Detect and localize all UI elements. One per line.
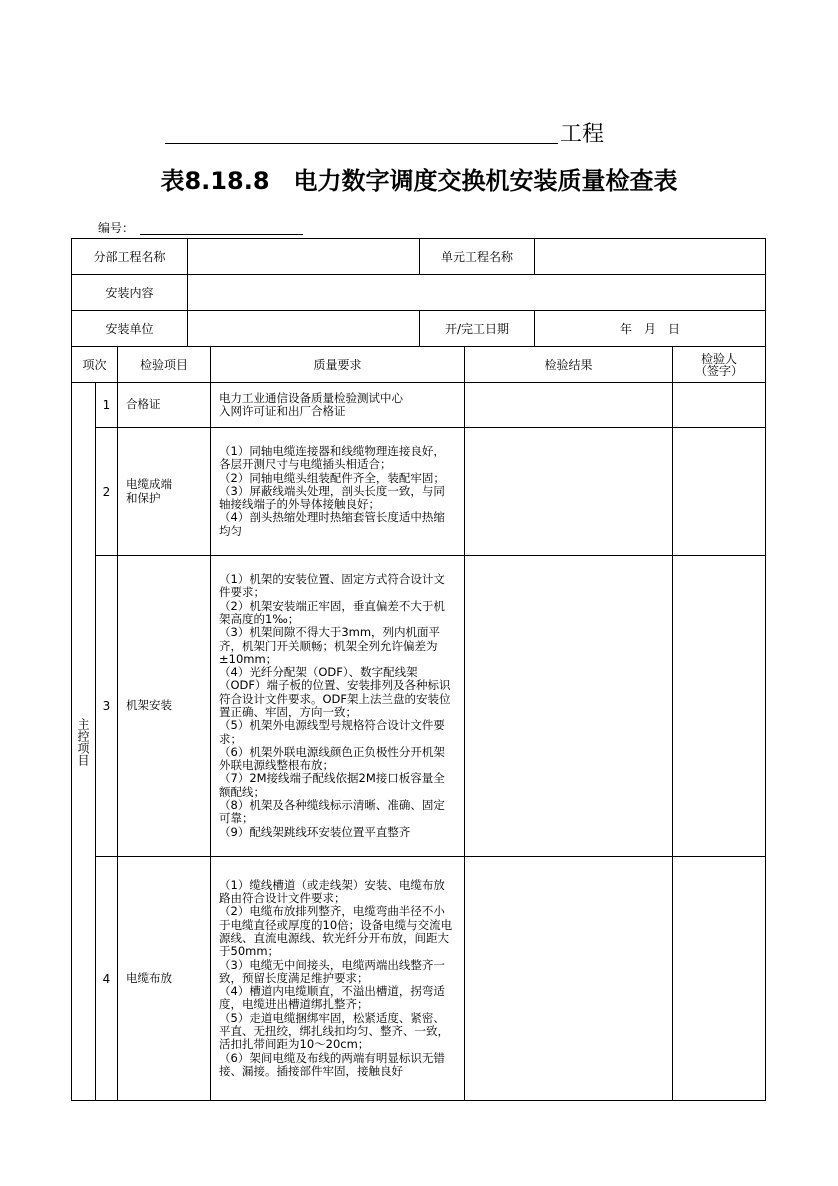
unit-project-field[interactable] <box>534 238 766 275</box>
row-no: 1 <box>95 382 118 428</box>
serial-label: 编号： <box>98 221 135 235</box>
row-requirement: （1）同轴电缆连接器和线缆物理连接良好，各层开测尺寸与电缆插头相适合； （2）同轴电缆头组装配件齐全，装配牢固； （3）屏蔽线端头处理，剖头长度一致，与同轴接线端子的外导体接触良好； （4）剖头热缩处理时热缩套管长度适中热缩均匀 <box>210 427 465 556</box>
row-result-field[interactable] <box>464 382 673 428</box>
col-item-no: 项次 <box>71 346 118 383</box>
row-result-field[interactable] <box>464 555 673 857</box>
unit-label: 安装单位 <box>71 310 188 347</box>
row-item: 电缆布放 <box>117 856 211 1101</box>
unit-field[interactable] <box>187 310 420 347</box>
col-inspector: 检验人 （签字） <box>672 346 766 383</box>
col-requirement: 质量要求 <box>210 346 465 383</box>
row-item: 电缆成端 和保护 <box>117 427 211 556</box>
row-inspector-field[interactable] <box>672 856 766 1101</box>
content-field[interactable] <box>187 274 766 311</box>
col-result: 检验结果 <box>464 346 673 383</box>
serial-field[interactable] <box>140 234 303 235</box>
row-requirement: （1）缆线槽道（或走线架）安装、电缆布放路由符合设计文件要求； （2）电缆布放排列整齐，电缆弯曲半径不小于电缆直径或厚度的10倍；设备电缆与交流电源线、直流电源线、软光纤分开布放，间距大于50mm； （3）电缆无中间接头，电缆两端出线整齐一致，预留长度满足维护要求； （4）槽道内电缆顺直，不溢出槽道，拐弯适度，电缆进出槽道绑扎整齐； （5）走道电缆捆绑牢固，松紧适度、紧密、平直、无扭绞，绑扎线扣均匀、整齐、一致，活扣扎带间距为10～20cm； （6）架间电缆及布线的两端有明显标识无错接、漏接。插接部件牢固，接触良好 <box>210 856 465 1101</box>
date-field[interactable]: 年 月 日 <box>534 310 766 347</box>
row-item: 合格证 <box>117 382 211 428</box>
row-result-field[interactable] <box>464 427 673 556</box>
project-name-underline <box>165 143 558 144</box>
content-label: 安装内容 <box>71 274 188 311</box>
row-inspector-field[interactable] <box>672 427 766 556</box>
col-check-item: 检验项目 <box>117 346 211 383</box>
row-inspector-field[interactable] <box>672 555 766 857</box>
row-item: 机架安装 <box>117 555 211 857</box>
sub-project-label: 分部工程名称 <box>71 238 188 275</box>
row-no: 4 <box>95 856 118 1101</box>
date-label: 开/完工日期 <box>419 310 535 347</box>
group-label: 主控项目 <box>71 382 96 1101</box>
row-no: 2 <box>95 427 118 556</box>
page-title: 表8.18.8 电力数字调度交换机安装质量检查表 <box>160 167 678 195</box>
row-result-field[interactable] <box>464 856 673 1101</box>
row-requirement: （1）机架的安装位置、固定方式符合设计文件要求； （2）机架安装端正牢固，垂直偏差不大于机架高度的1‰； （3）机架间隙不得大于3mm，列内机面平齐，机架门开关顺畅；机架全列允许偏差为±10mm； （4）光纤分配架（ODF）、数字配线架（ODF）端子板的位置、安装排列及各种标识符合设计文件要求。ODF架上法兰盘的安装位置正确、牢固，方向一致； （5）机架外电源线型号规格符合设计文件要求； （6）机架外联电源线颜色正负极性分开机架外联电源线整根布放； （7）2M接线端子配线依据2M接口板容量全额配线； （8）机架及各种缆线标示清晰、准确、固定可靠； （9）配线架跳线环安装位置平直整齐 <box>210 555 465 857</box>
sub-project-field[interactable] <box>187 238 420 275</box>
row-requirement: 电力工业通信设备质量检验测试中心 入网许可证和出厂合格证 <box>210 382 465 428</box>
unit-project-label: 单元工程名称 <box>419 238 535 275</box>
row-inspector-field[interactable] <box>672 382 766 428</box>
row-no: 3 <box>95 555 118 857</box>
project-suffix: 工程 <box>560 122 605 147</box>
